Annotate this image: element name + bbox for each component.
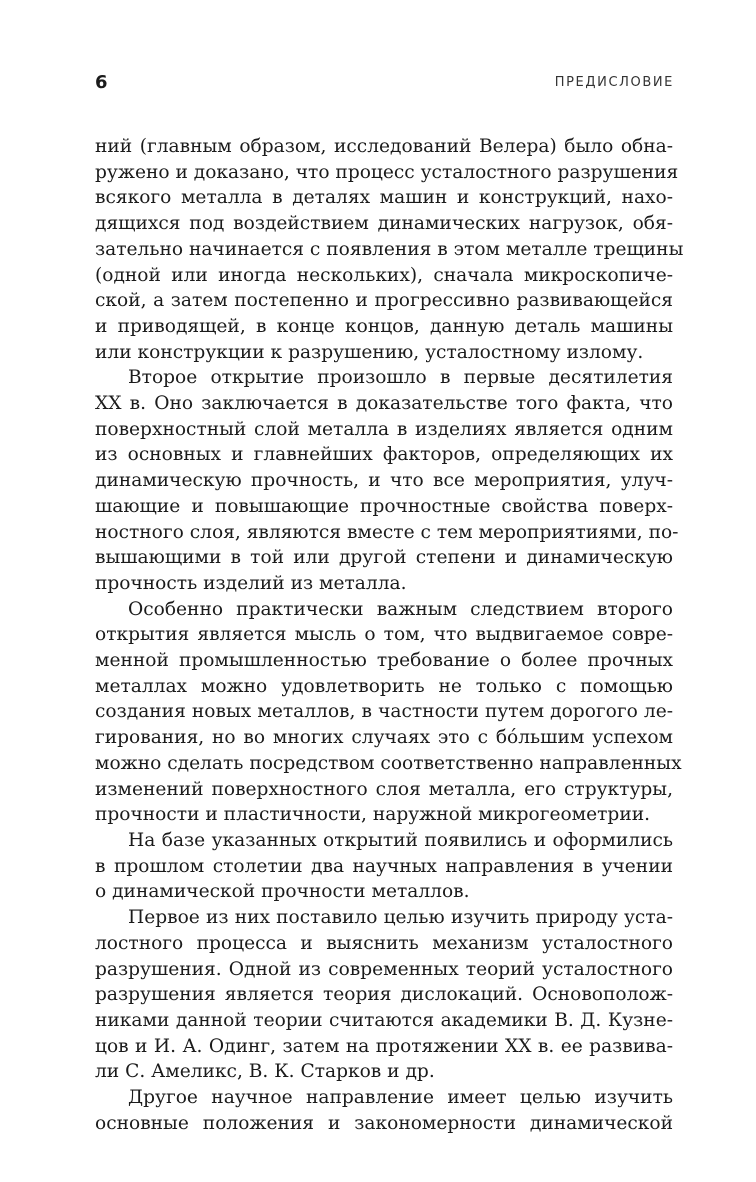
running-head: ПРЕДИСЛОВИЕ [554, 75, 674, 90]
paragraph [95, 134, 684, 365]
text-line: вышающими в той или другой степени и динамическую [95, 547, 673, 569]
text-line: поверхностный слой металла в изделиях является одним [95, 418, 673, 440]
text-line: всякого металла в деталях машин и конструкций, нахо- [95, 187, 673, 209]
text-line: Особенно практически важным следствием второго [128, 598, 673, 620]
paragraph [95, 1085, 673, 1136]
text-line: или конструкции к разрушению, усталостному излому. [95, 341, 644, 363]
text-line: из основных и главнейших факторов, определяющих их [95, 444, 673, 466]
text-line: ний (главным образом, исследований Велера) было обна- [95, 136, 673, 157]
paragraph [95, 597, 682, 828]
text-line: о динамической прочности металлов. [95, 881, 470, 903]
text-line: открытия является мысль о том, что выдвигаемое совре- [95, 624, 673, 646]
text-line: гирования, но во многих случаях это с бóльшим успехом [95, 727, 673, 749]
text-line: Второе открытие произошло в первые десятилетия [128, 367, 673, 389]
text-line: лостного процесса и выяснить механизм усталостного [95, 932, 673, 954]
text-line: шающие и повышающие прочностные свойства поверх- [95, 495, 673, 517]
text-line: динамическую прочность, и что все мероприятия, улуч- [95, 470, 673, 492]
text-line: прочности и пластичности, наружной микрогеометрии. [95, 804, 651, 826]
text-line: изменений поверхностного слоя металла, его структуры, [95, 778, 673, 800]
text-line: ностного слоя, являются вместе с тем мероприятиями, по- [95, 521, 679, 543]
text-line: менной промышленностью требование о более прочных [95, 650, 673, 672]
text-line: и приводящей, в конце концов, данную деталь машины [95, 315, 673, 337]
text-line: никами данной теории считаются академики В. Д. Кузне- [95, 1009, 673, 1031]
text-line: можно сделать посредством соответственно направленных [95, 752, 682, 774]
text-line: дящихся под воздействием динамических нагрузок, обя- [95, 213, 673, 235]
text-line: основные положения и закономерности динамической [95, 1112, 673, 1134]
text-line: металлах можно удовлетворить не только с помощью [95, 675, 673, 697]
text-line: цов и И. А. Одинг, затем на протяжении XX в. ее развива- [95, 1035, 673, 1057]
paragraph [95, 905, 673, 1085]
page-header [95, 72, 674, 98]
text-line: в прошлом столетии два научных направления в учении [95, 855, 673, 877]
paragraph [95, 828, 673, 905]
text-line: ли С. Амеликс, В. К. Старков и др. [95, 1061, 435, 1083]
text-line: На базе указанных открытий появились и оформились [128, 829, 673, 851]
text-line: ской, а затем постепенно и прогрессивно развивающейся [95, 290, 673, 312]
text-line: Другое научное направление имеет целью изучить [128, 1087, 673, 1109]
text-line: зательно начинается с появления в этом металле трещины [95, 238, 684, 260]
text-line: XX в. Оно заключается в доказательстве того факта, что [95, 393, 673, 415]
text-line: разрушения. Одной из современных теорий усталостного [95, 958, 673, 980]
text-line: создания новых металлов, в частности путем дорогого ле- [95, 701, 673, 723]
text-line: Первое из них поставило целью изучить природу уста- [128, 907, 673, 929]
text-line: прочность изделий из металла. [95, 572, 407, 594]
text-line: (одной или иногда нескольких), сначала микроскопиче- [95, 264, 673, 286]
text-line: ружено и доказано, что процесс усталостного разрушения [95, 161, 679, 183]
body-text [95, 134, 684, 1136]
paragraph [95, 365, 679, 596]
text-line: разрушения является теория дислокаций. Основополож- [95, 984, 673, 1006]
page-number: 6 [95, 72, 108, 93]
